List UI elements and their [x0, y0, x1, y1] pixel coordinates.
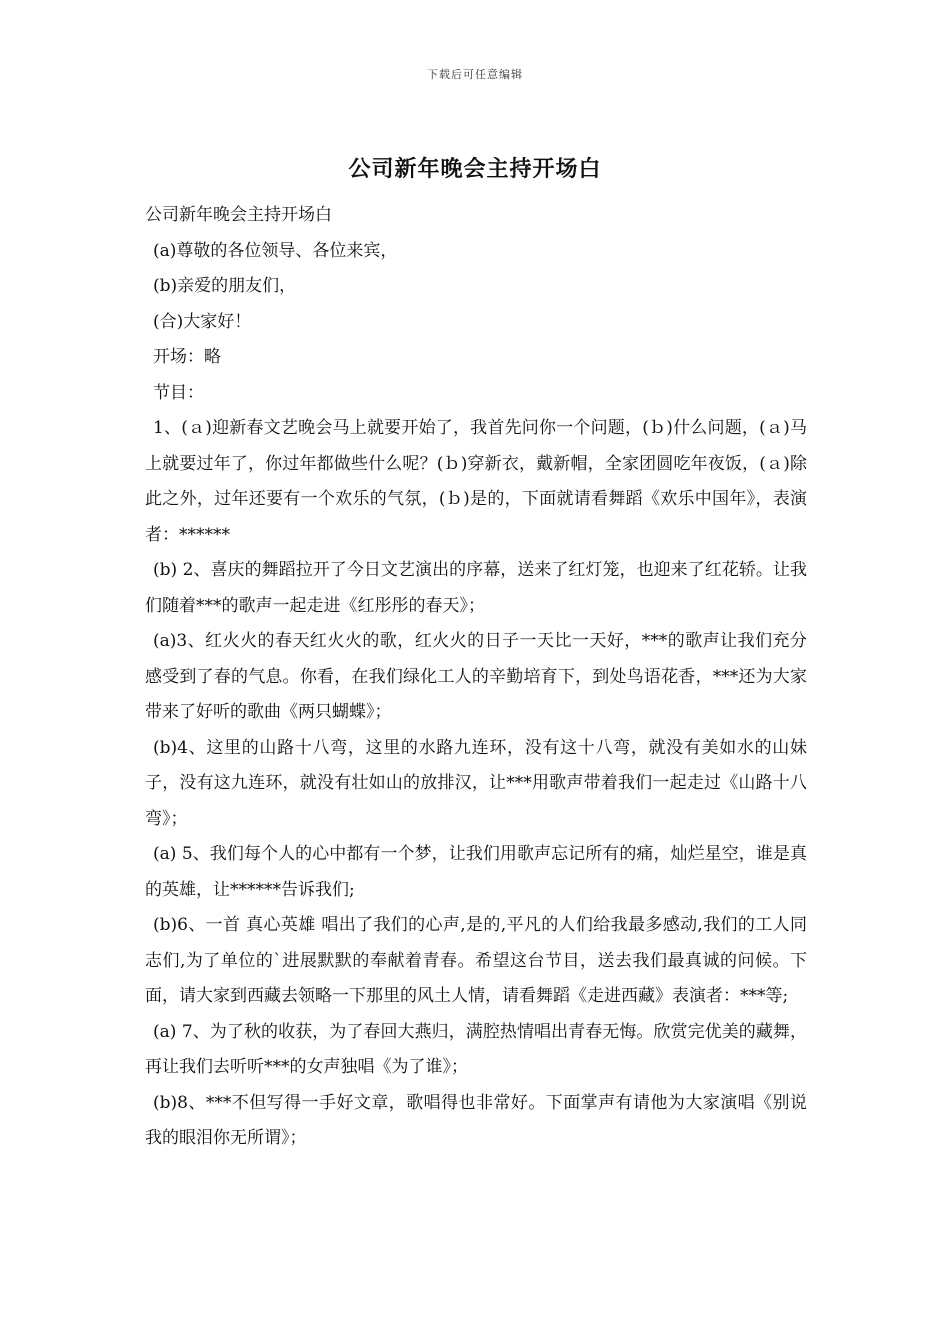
paragraph-item-8: (b)8、***不但写得一手好文章，歌唱得也非常好。下面掌声有请他为大家演唱《别说我的眼泪你无所谓》；: [145, 1092, 807, 1148]
paragraph-opening: 开场：略: [153, 347, 221, 367]
paragraph-greeting-a: (a)尊敬的各位领导、各位来宾，: [153, 240, 398, 261]
paragraph-item-2: (b) 2、喜庆的舞蹈拉开了今日文艺演出的序幕，送来了红灯笼，也迎来了红花轿。让我们随着***的歌声一起走进《红彤彤的春天》；: [145, 560, 807, 616]
document-body: [145, 198, 807, 1157]
page-header-note: 下载后可任意编辑: [427, 68, 523, 81]
paragraph-subtitle: 公司新年晚会主持开场白: [145, 205, 332, 225]
paragraph-item-1: 1、(ａ)迎新春文艺晚会马上就要开始了，我首先问你一个问题，(ｂ)什么问题，(ａ)马上就要过年了，你过年都做些什么呢？(ｂ)穿新衣，戴新帽，全家团圆吃年夜饭，(ａ)除此之外，过年还要有一个欢乐的气氛，(ｂ)是的，下面就请看舞蹈《欢乐中国年》，表演者：******: [145, 418, 807, 545]
paragraph-item-7: (a) 7、为了秋的收获，为了春回大燕归，满腔热情唱出青春无悔。欣赏完优美的藏舞，再让我们去听听***的女声独唱《为了谁》；: [145, 1021, 807, 1077]
paragraph-greeting-together: (合)大家好！: [153, 311, 252, 332]
paragraph-greeting-b: (b)亲爱的朋友们，: [153, 276, 297, 296]
paragraph-item-4: (b)4、这里的山路十八弯，这里的水路九连环，没有这十八弯，就没有美如水的山妹子，没有这九连环，就没有壮如山的放排汉，让***用歌声带着我们一起走过《山路十八弯》；: [145, 737, 807, 829]
paragraph-item-6: (b)6、一首 真心英雄 唱出了我们的心声,是的,平凡的人们给我最多感动,我们的工人同志们,为了单位的`进展默默的奉献着青春。希望这台节目，送去我们最真诚的问候。下面，请大家到西藏去领略一下那里的风土人情，请看舞蹈《走进西藏》表演者：***等;: [145, 915, 807, 1006]
paragraph-program-heading: 节目：: [153, 382, 204, 403]
paragraph-item-5: (a) 5、我们每个人的心中都有一个梦，让我们用歌声忘记所有的痛，灿烂星空，谁是真的英雄，让******告诉我们;: [145, 844, 807, 900]
document-title: 公司新年晚会主持开场白: [348, 156, 602, 182]
paragraph-item-3: (a)3、红火火的春天红火火的歌，红火火的日子一天比一天好，***的歌声让我们充分感受到了春的气息。你看，在我们绿化工人的辛勤培育下，到处鸟语花香，***还为大家带来了好听的歌曲《两只蝴蝶》；: [145, 631, 807, 722]
